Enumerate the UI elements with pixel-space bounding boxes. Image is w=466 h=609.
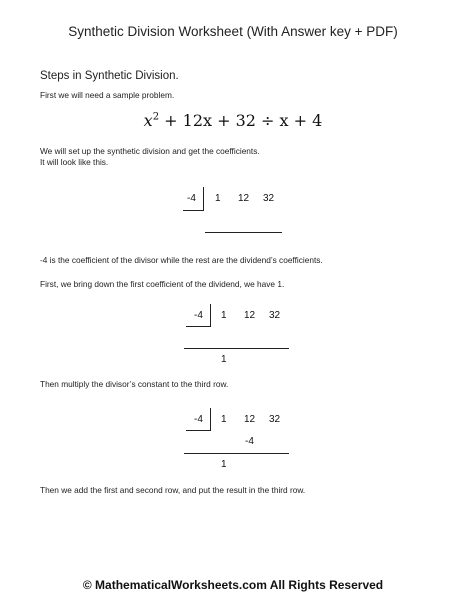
coefficient: 32: [269, 414, 281, 425]
divisor-value: -4: [187, 193, 196, 204]
coefficient: 32: [263, 193, 275, 204]
coefficient: 1: [215, 193, 221, 204]
middle-row-value: -4: [245, 436, 254, 447]
divisor-bar: [210, 304, 211, 327]
intro-text: First we will need a sample problem.: [40, 90, 175, 100]
divisor-underline: [183, 210, 204, 211]
coefficient: 32: [269, 310, 281, 321]
divisor-underline: [186, 326, 211, 327]
result-value: 1: [221, 354, 227, 365]
coefficient: 1: [221, 310, 227, 321]
coefficient: 12: [244, 310, 256, 321]
divisor-value: -4: [194, 310, 203, 321]
divisor-bar: [203, 187, 204, 210]
coefficient: 12: [238, 193, 250, 204]
result-value: 1: [221, 459, 227, 470]
setup-text-line2: It will look like this.: [40, 157, 109, 167]
divisor-explanation: -4 is the coefficient of the divisor while the rest are the dividend’s coefficients.: [40, 255, 323, 265]
multiply-text: Then multiply the divisor’s constant to the third row.: [40, 379, 229, 389]
add-text: Then we add the first and second row, and put the result in the third row.: [40, 485, 306, 495]
result-line: [184, 453, 289, 454]
section-heading: Steps in Synthetic Division.: [40, 70, 179, 82]
divisor-bar: [210, 408, 211, 431]
divisor-value: -4: [194, 414, 203, 425]
result-line: [184, 348, 289, 349]
equation-rest: + 12x + 32 ÷ x + 4: [159, 111, 323, 130]
page-title: Synthetic Division Worksheet (With Answer key + PDF): [68, 24, 398, 39]
footer-copyright: © MathematicalWorksheets.com All Rights Reserved: [82, 578, 384, 592]
equation-exponent: 2: [152, 111, 160, 123]
equation-variable: x: [143, 111, 153, 130]
setup-text-line1: We will set up the synthetic division and get the coefficients.: [40, 146, 260, 156]
divisor-underline: [186, 430, 211, 431]
sample-equation: [0, 111, 466, 130]
bring-down-text: First, we bring down the first coefficient of the dividend, we have 1.: [40, 279, 285, 289]
coefficient: 1: [221, 414, 227, 425]
result-line: [205, 232, 282, 233]
coefficient: 12: [244, 414, 256, 425]
